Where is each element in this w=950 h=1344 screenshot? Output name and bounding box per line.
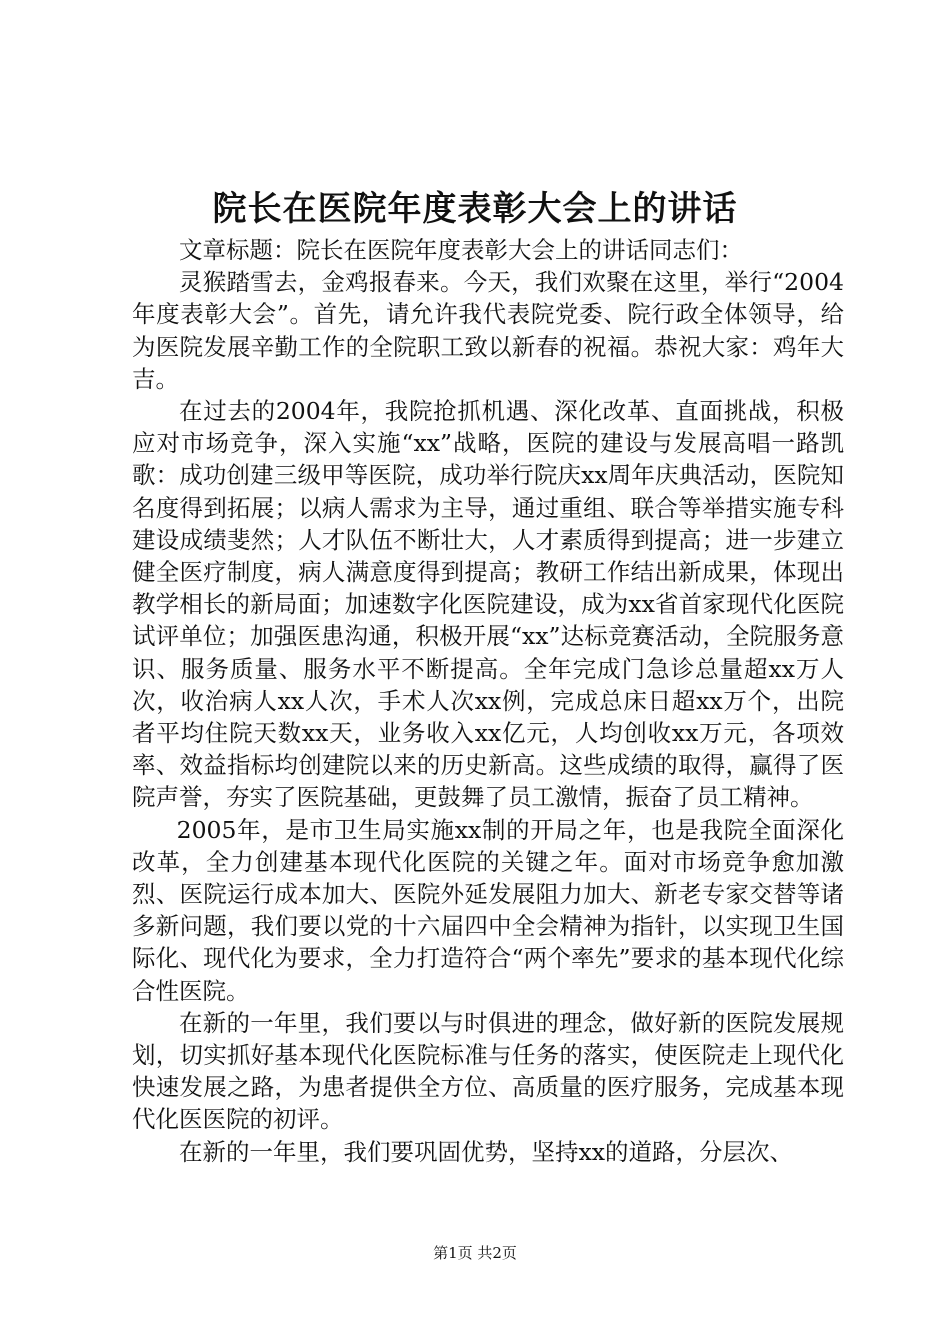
document-title: 院长在医院年度表彰大会上的讲话 (212, 189, 738, 229)
paragraph-new-year-continued: 在新的一年里，我们要巩固优势，坚持xx的道路，分层次、 (179, 1137, 794, 1166)
paragraph-2005-outlook: 2005年，是市卫生局实施xx制的开局之年，也是我院全面深化改革，全力创建基本现代化医院的关键之年。面对市场竞争愈加激烈、医院运行成本加大、医院外延发展阻力加大、新老专家交替等诸多新问题，我们要以党的十六届四中全会精神为指针，以实现卫生国际化、现代化为要求，全力打造符合“两个率先”要求的基本现代化综合性医院。 (132, 815, 844, 1005)
paragraph-article-heading: 文章标题：院长在医院年度表彰大会上的讲话同志们： (179, 236, 743, 264)
paragraph-new-year-plan: 在新的一年里，我们要以与时俱进的理念，做好新的医院发展规划，切实抓好基本现代化医院标准与任务的落实，使医院走上现代化快速发展之路，为患者提供全方位、高质量的医疗服务，完成基本现代化医医院的初评。 (132, 1008, 844, 1134)
document-body (132, 234, 844, 1168)
page-number-footer: 第1页 共2页 (433, 1244, 517, 1262)
paragraph-2004-achievements: 在过去的2004年，我院抢抓机遇、深化改革、直面挑战，积极应对市场竞争，深入实施“xx”战略，医院的建设与发展高唱一路凯歌：成功创建三级甲等医院，成功举行院庆xx周年庆典活动，医院知名度得到拓展；以病人需求为主导，通过重组、联合等举措实施专科建设成绩斐然；人才队伍不断壮大，人才素质得到提高；进一步建立健全医疗制度，病人满意度得到提高；教研工作结出新成果，体现出教学相长的新局面；加速数字化医院建设，成为xx省首家现代化医院试评单位；加强医患沟通，积极开展“xx”达标竞赛活动，全院服务意识、服务质量、服务水平不断提高。全年完成门急诊总量超xx万人次，收治病人xx人次，手术人次xx例，完成总床日超xx万个，出院者平均住院天数xx天，业务收入xx亿元，人均创收xx万元，各项效率、效益指标均创建院以来的历史新高。这些成绩的取得，赢得了医院声誉，夯实了医院基础，更鼓舞了员工激情，振奋了员工精神。 (132, 397, 844, 812)
paragraph-opening-greeting: 灵猴踏雪去，金鸡报春来。今天，我们欢聚在这里，举行“2004年度表彰大会”。首先，请允许我代表院党委、院行政全体领导，给为医院发展辛勤工作的全院职工致以新春的祝福。恭祝大家：鸡年大吉。 (132, 268, 844, 393)
